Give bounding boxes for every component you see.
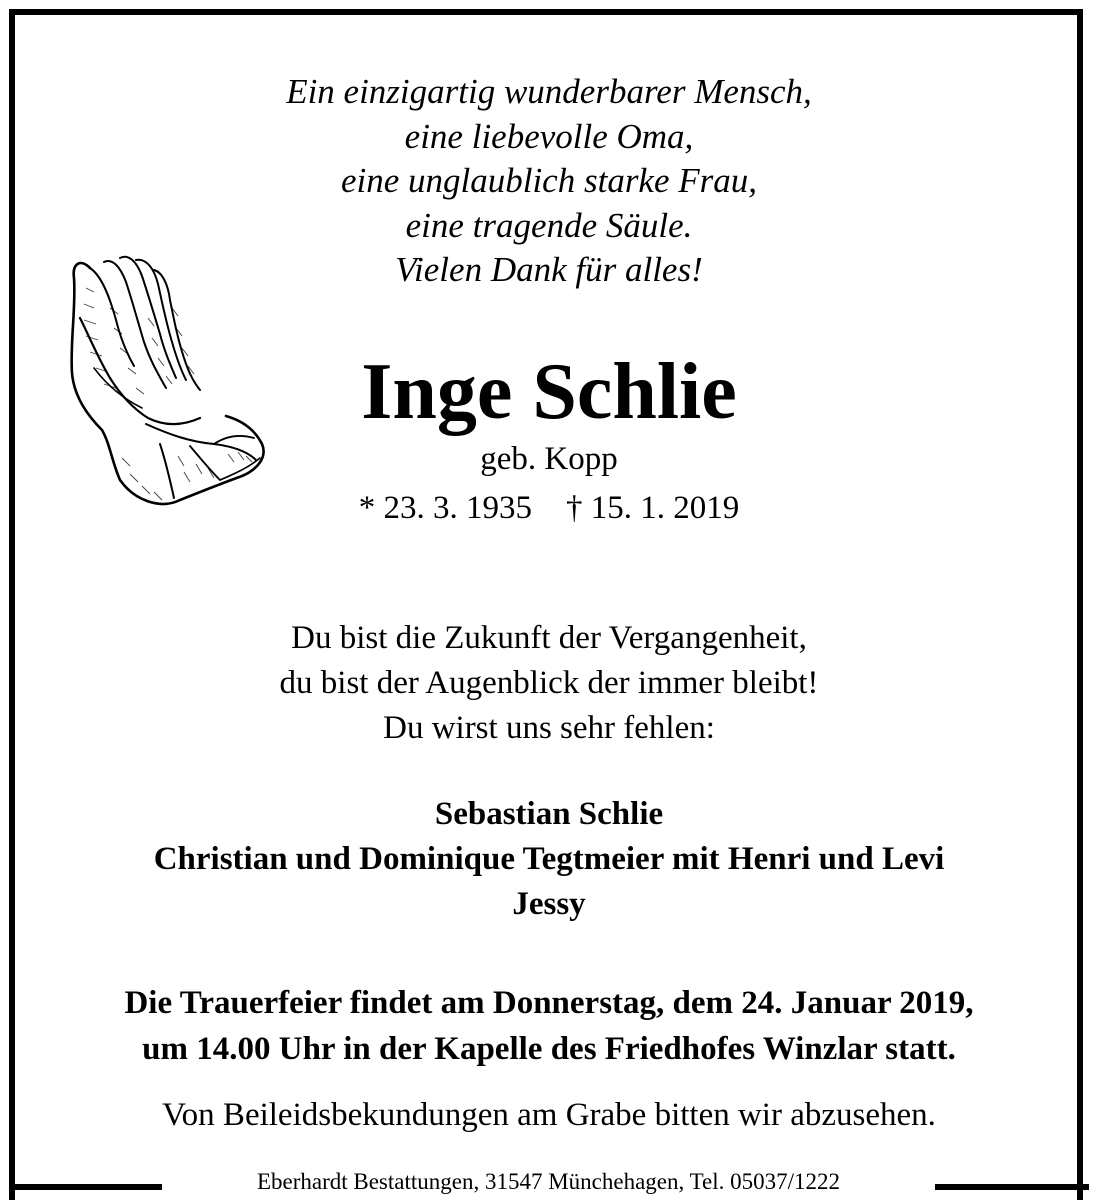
- poem-line: eine tragende Säule.: [405, 205, 693, 245]
- mourner-line: Christian und Dominique Tegtmeier mit Henri und Levi: [153, 841, 945, 877]
- undertaker-footer: Eberhardt Bestattungen, 31547 Münchehagen, Tel. 05037/1222: [256, 1169, 841, 1194]
- mourners-list: [0, 792, 1098, 927]
- life-dates: [0, 486, 1098, 530]
- poem-line: eine unglaublich starke Frau,: [340, 161, 758, 200]
- birth-date: * 23. 3. 1935: [358, 490, 532, 526]
- funeral-service-info: [0, 980, 1098, 1072]
- birth-name: geb. Kopp: [480, 441, 618, 477]
- death-date: † 15. 1. 2019: [566, 490, 740, 526]
- verse-line: Du wirst uns sehr fehlen:: [383, 710, 715, 746]
- poem-line: Vielen Dank für alles!: [395, 250, 703, 289]
- mourner-line: Jessy: [512, 886, 586, 922]
- verse-line: du bist der Augenblick der immer bleibt!: [279, 665, 819, 701]
- service-line: um 14.00 Uhr in der Kapelle des Friedhofes Winzlar statt.: [142, 1031, 956, 1067]
- service-line: Die Trauerfeier findet am Donnerstag, dem 24. Januar 2019,: [124, 985, 974, 1021]
- condolence-note: Von Beileidsbekundungen am Grabe bitten wir abzusehen.: [162, 1097, 936, 1133]
- farewell-verse: [0, 616, 1098, 751]
- deceased-name: Inge Schlie: [361, 348, 737, 436]
- poem-line: eine liebevolle Oma,: [404, 116, 694, 156]
- bottom-rule-left: [9, 1184, 162, 1190]
- mourner-line: Sebastian Schlie: [434, 796, 664, 832]
- verse-line: Du bist die Zukunft der Vergangenheit,: [291, 620, 807, 656]
- bottom-rule-right: [935, 1184, 1089, 1190]
- poem-line: Ein einzigartig wunderbarer Mensch,: [286, 72, 812, 111]
